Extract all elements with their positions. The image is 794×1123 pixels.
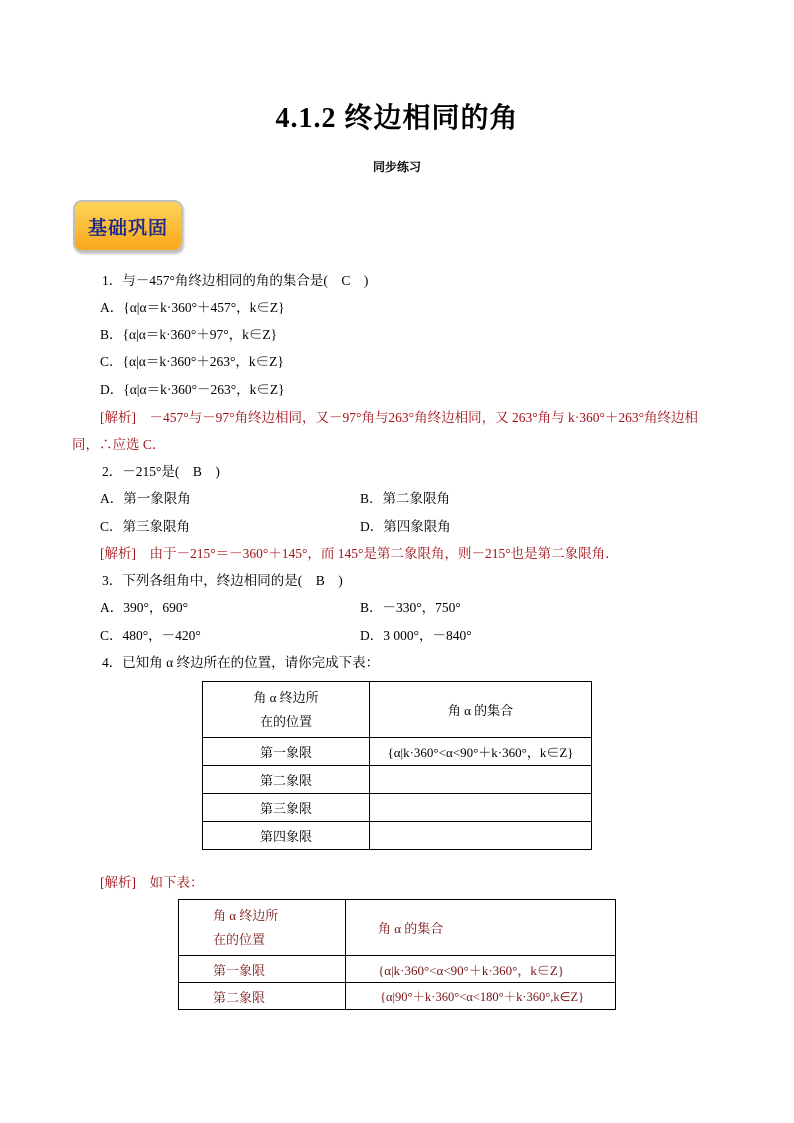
- q4-stem: 4．已知角 α 终边所在的位置，请你完成下表：: [102, 655, 380, 670]
- table-cell-position: 第一象限: [179, 956, 346, 983]
- table-cell-set[interactable]: [370, 794, 592, 822]
- table-row: [179, 956, 616, 983]
- q1-analysis-line2: 同，∴应选 C．: [72, 437, 166, 452]
- table-header-row: [179, 900, 616, 956]
- q2-option-a: A．第一象限角: [100, 491, 191, 506]
- table-header-position: 角 α 终边所 在的位置: [179, 900, 346, 956]
- q1-analysis-line1: [解析] －457°与－97°角终边相同，又－97°角与263°角终边相同，又 263°角与 k·360°＋263°角终边相: [100, 410, 699, 425]
- table-cell-set: {α|90°＋k·360°<α<180°＋k·360°,k∈Z}: [346, 983, 616, 1010]
- q3-stem: 3．下列各组角中，终边相同的是( B ): [102, 573, 343, 588]
- table-cell-set: {α|k·360°<α<90°＋k·360°，k∈Z}: [346, 956, 616, 983]
- q2-analysis: [解析] 由于－215°＝－360°＋145°，而 145°是第二象限角，则－215°也是第二象限角．: [100, 546, 619, 561]
- table-cell-position: 第一象限: [203, 738, 370, 766]
- table-header-row: [203, 682, 592, 738]
- page-title: 4.1.2 终边相同的角: [275, 103, 519, 134]
- table-cell-set: {α|k·360°<α<90°＋k·360°，k∈Z}: [370, 738, 592, 766]
- q3-option-a: A．390°，690°: [100, 600, 189, 615]
- table-header-position: 角 α 终边所 在的位置: [203, 682, 370, 738]
- q1-option-c: C．{α|α＝k·360°＋263°，k∈Z}: [100, 354, 284, 369]
- table-cell-position: 第三象限: [203, 794, 370, 822]
- q3-option-b: B．－330°，750°: [360, 600, 461, 615]
- table-cell-set[interactable]: [370, 766, 592, 794]
- table-header-set: 角 α 的集合: [346, 900, 616, 956]
- q4-analysis-label: [解析] 如下表：: [100, 875, 204, 890]
- page-subtitle: 同步练习: [372, 160, 421, 174]
- q1-option-b: B．{α|α＝k·360°＋97°，k∈Z}: [100, 327, 278, 342]
- q2-option-c: C．第三象限角: [100, 519, 191, 534]
- table-cell-position: 第四象限: [203, 822, 370, 850]
- q1-option-a: A．{α|α＝k·360°＋457°，k∈Z}: [100, 300, 285, 315]
- table-cell-position: 第二象限: [203, 766, 370, 794]
- q1-stem: 1．与－457°角终边相同的角的集合是( C ): [102, 273, 369, 288]
- q2-stem: 2．－215°是( B ): [102, 464, 220, 479]
- table-cell-set[interactable]: [370, 822, 592, 850]
- q2-option-d: D．第四象限角: [360, 519, 451, 534]
- q3-option-d: D．3 000°，－840°: [360, 628, 472, 643]
- table-row: [179, 983, 616, 1010]
- table-row: [203, 822, 592, 850]
- q2-option-b: B．第二象限角: [360, 491, 451, 506]
- table-header-set: 角 α 的集合: [370, 682, 592, 738]
- q3-option-c: C．480°，－420°: [100, 628, 201, 643]
- section-badge: 基础巩固: [73, 200, 183, 252]
- table-cell-position: 第二象限: [179, 983, 346, 1010]
- table-row: [203, 766, 592, 794]
- q1-option-d: D．{α|α＝k·360°－263°，k∈Z}: [100, 382, 285, 397]
- q4-answer-table: [178, 899, 616, 1010]
- q4-table: [202, 681, 592, 850]
- table-row: [203, 738, 592, 766]
- table-row: [203, 794, 592, 822]
